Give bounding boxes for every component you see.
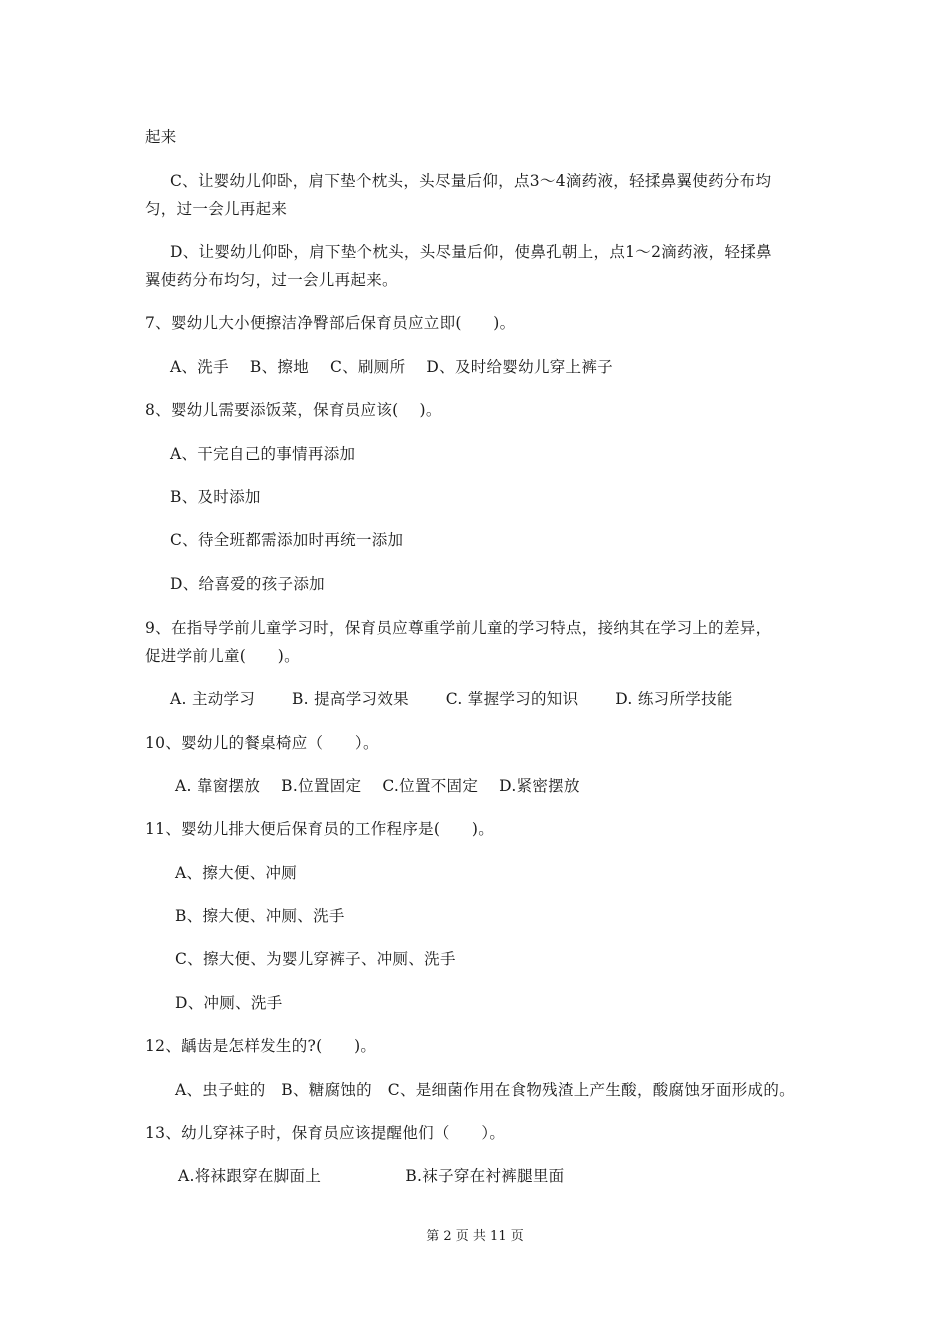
question-13: 13、幼儿穿袜子时，保育员应该提醒他们（ ）。 bbox=[145, 1124, 506, 1142]
question-8-option-b: B、及时添加 bbox=[170, 488, 261, 506]
question-8-option-d: D、给喜爱的孩子添加 bbox=[170, 575, 325, 593]
question-12: 12、龋齿是怎样发生的?( )。 bbox=[145, 1037, 377, 1055]
question-7: 7、婴幼儿大小便擦洁净臀部后保育员应立即( )。 bbox=[145, 314, 516, 332]
question-11-option-d: D、冲厕、洗手 bbox=[175, 994, 283, 1012]
question-8-option-c: C、待全班都需添加时再统一添加 bbox=[170, 531, 404, 549]
question-11-option-a: A、擦大便、冲厕 bbox=[175, 864, 298, 882]
page-number-footer: 第 2 页 共 11 页 bbox=[426, 1229, 524, 1244]
question-10: 10、婴幼儿的餐桌椅应（ ）。 bbox=[145, 734, 379, 752]
option-d-line-2: 翼使药分布均匀，过一会儿再起来。 bbox=[145, 271, 398, 289]
option-d-line-1: D、让婴幼儿仰卧，肩下垫个枕头，头尽量后仰，使鼻孔朝上，点1～2滴药液，轻揉鼻 bbox=[170, 243, 772, 261]
question-7-options: A、洗手 B、擦地 C、刷厕所 D、及时给婴幼儿穿上裤子 bbox=[170, 358, 613, 376]
question-11-option-c: C、擦大便、为婴儿穿裤子、冲厕、洗手 bbox=[175, 950, 456, 968]
text-line: 起来 bbox=[145, 128, 177, 146]
question-9-line-2: 促进学前儿童( )。 bbox=[145, 647, 300, 665]
question-13-options: A.将袜跟穿在脚面上 B.袜子穿在衬裤腿里面 bbox=[178, 1167, 565, 1185]
question-8-option-a: A、干完自己的事情再添加 bbox=[170, 445, 356, 463]
question-11-option-b: B、擦大便、冲厕、洗手 bbox=[175, 907, 345, 925]
option-c-line-2: 匀，过一会儿再起来 bbox=[145, 200, 288, 218]
question-9-options: A. 主动学习 B. 提高学习效果 C. 掌握学习的知识 D. 练习所学技能 bbox=[170, 690, 733, 708]
question-11: 11、婴幼儿排大便后保育员的工作程序是( )。 bbox=[145, 820, 495, 838]
question-8: 8、婴幼儿需要添饭菜，保育员应该( )。 bbox=[145, 401, 442, 419]
question-12-options: A、虫子蛀的 B、糖腐蚀的 C、是细菌作用在食物残渣上产生酸，酸腐蚀牙面形成的。 bbox=[175, 1081, 795, 1099]
option-c-line-1: C、让婴幼儿仰卧，肩下垫个枕头，头尽量后仰，点3～4滴药液，轻揉鼻翼使药分布均 bbox=[170, 172, 772, 190]
question-10-options: A. 靠窗摆放 B.位置固定 C.位置不固定 D.紧密摆放 bbox=[175, 777, 580, 795]
question-9-line-1: 9、在指导学前儿童学习时，保育员应尊重学前儿童的学习特点，接纳其在学习上的差异， bbox=[145, 619, 772, 637]
